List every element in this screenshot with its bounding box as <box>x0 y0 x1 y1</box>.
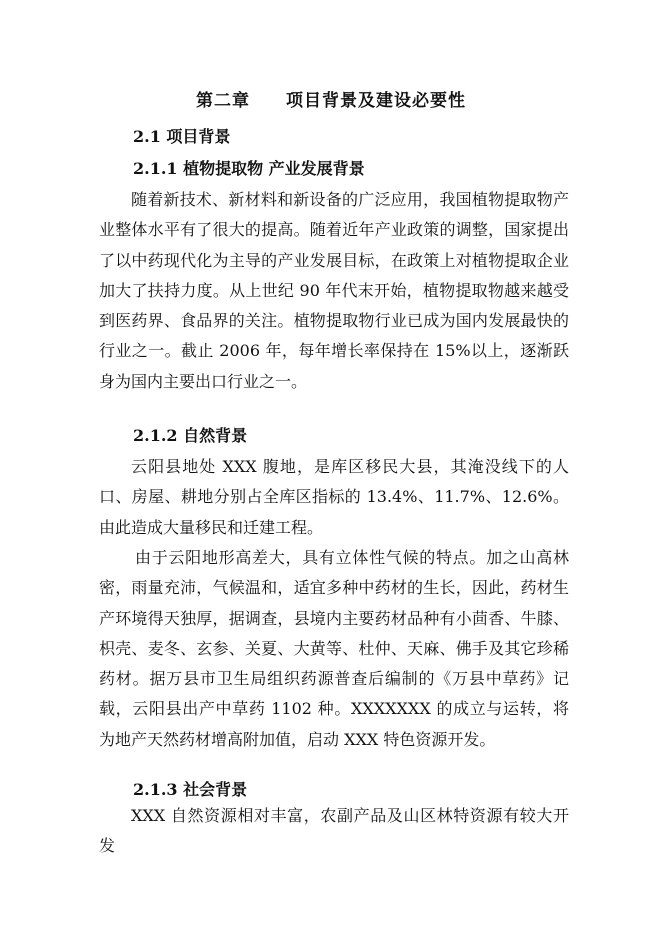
chapter-title <box>0 86 662 111</box>
section-heading-2-1: 2.1 项目背景 <box>133 127 231 146</box>
section-heading-2-1-2: 2.1.2 自然背景 <box>133 426 248 445</box>
paragraph-plant-extract-industry <box>99 185 569 397</box>
paragraph-text: 云阳县地处 XXX 腹地，是库区移民大县，其淹没线下的人口、房屋、耕地分别占全库区指标的 13.4%、11.7%、12.6%。由此造成大量移民和迁建工程。 <box>99 457 569 537</box>
paragraph-social-background <box>99 801 569 862</box>
section-heading-2-1-1: 2.1.1 植物提取物 产业发展背景 <box>133 159 365 178</box>
paragraph-text: XXX 自然资源相对丰富，农副产品及山区林特资源有较大开发 <box>99 806 569 856</box>
section-heading-2-1-3: 2.1.3 社会背景 <box>133 780 248 799</box>
chapter-name: 项目背景及建设必要性 <box>286 91 466 111</box>
paragraph-text: 由于云阳地形高差大，具有立体性气候的特点。加之山高林密，雨量充沛，气候温和，适宜多种中药材的生长，因此，药材生产环境得天独厚，据调查，县境内主要药材品种有小茴香、牛膝、枳壳、麦冬、玄参、关夏、大黄等、杜仲、天麻、佛手及其它珍稀药材。据万县市卫生局组织药源普查后编制的《万县中草药》记载，云阳县出产中草药 1102 种。XXXXXXX 的成立与运转，将为地产天然药材增高附加值，启动 XXX 特色资源开发。 <box>99 548 569 749</box>
paragraph-text: 随着新技术、新材料和新设备的广泛应用，我国植物提取物产业整体水平有了很大的提高。随着近年产业政策的调整，国家提出了以中药现代化为主导的产业发展目标，在政策上对植物提取企业加大了扶持力度。从上世纪 90 年代末开始，植物提取物越来越受到医药界、食品界的关注。植物提取物行业已成为国内发展最快的行业之一。截止 2006 年，每年增长率保持在 15%以上，逐渐跃身为国内主要出口行业之一。 <box>99 190 569 391</box>
paragraph-natural-background-b <box>99 543 569 755</box>
paragraph-natural-background-a <box>99 452 569 543</box>
chapter-number: 第二章 <box>196 91 250 111</box>
